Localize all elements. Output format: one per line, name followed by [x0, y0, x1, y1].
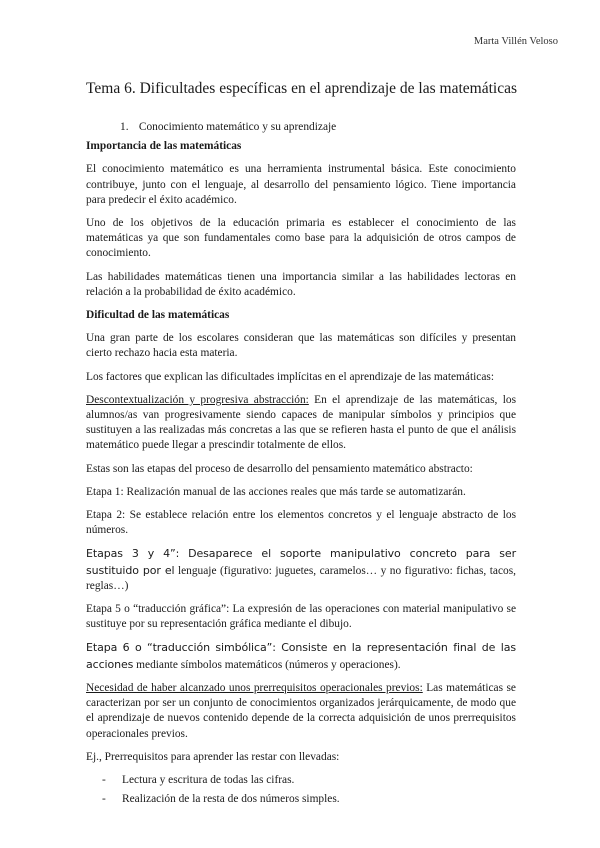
paragraph [86, 393, 516, 454]
etapa-5-lead: Etapa 5 o “traducción gráfica”: [86, 603, 230, 616]
heading-importancia: Importancia de las matemáticas [86, 140, 242, 153]
etapa-1: Etapa 1: Realización manual de las acciones reales que más tarde se automatizarán. [86, 485, 466, 498]
etapa-6 [86, 640, 516, 672]
paragraph: El conocimiento matemático es una herramienta instrumental básica. Este conocimiento contribuye, junto con el lenguaje, al desarrollo del pensamiento lógico. Tiene importancia para predecir el éxito académico. [86, 163, 516, 206]
paragraph: Las habilidades matemáticas tienen una importancia similar a las habilidades lectoras en relación a la probabilidad de éxito académico. [86, 270, 516, 298]
etapa-3-4 [86, 546, 516, 594]
list-item [102, 773, 516, 788]
bullet-dash: - [102, 793, 106, 806]
section-heading [120, 120, 516, 135]
etapa-2: Etapa 2: Se establece relación entre los elementos concretos y el lenguaje abstracto de los números. [86, 509, 516, 537]
list-item-text: Lectura y escritura de todas las cifras. [122, 773, 295, 786]
underlined-lead: Necesidad de haber alcanzado unos prerrequisitos operacionales previos: [86, 681, 423, 694]
document-body [86, 120, 516, 811]
list-item [102, 792, 516, 807]
paragraph-rest: Las matemáticas se caracterizan por ser un conjunto de conocimientos organizados jerárquicamente, de modo que el aprendizaje de nuevos contenido depende de la correcta adquisición de unos prerrequisitos operacionales previos. [86, 681, 516, 740]
section-number: 1. [120, 121, 129, 133]
paragraph-rest: En el aprendizaje de las matemáticas, los alumnos/as van progresivamente siendo capaces de manipular símbolos y principios que sustituyen a las realizadas más concretas a las que se refieren hasta el punto de que el análisis matemático puede llegar a prescindir totalmente de ellos. [86, 393, 516, 452]
etapa-6-line1: Etapa 6 o “traducción simbólica”: Consiste en la representación final de las acciones [86, 641, 516, 671]
etapa-3-4-line2: lenguaje (figurativo: juguetes, caramelos… y no figurativo: fichas, tacos, reglas…) [86, 564, 516, 592]
paragraph: Los factores que explican las dificultades implícitas en el aprendizaje de las matemáticas: [86, 370, 494, 383]
paragraph [86, 681, 516, 742]
section-label: Conocimiento matemático y su aprendizaje [138, 121, 337, 133]
etapa-5-rest: La expresión de las operaciones con material manipulativo se sustituye por su representación gráfica mediante el dibujo. [86, 603, 517, 631]
list-item-text: Realización de la resta de dos números simples. [122, 793, 340, 806]
bullet-dash: - [102, 773, 106, 786]
paragraph: Uno de los objetivos de la educación primaria es establecer el conocimiento de las matemáticas ya que son fundamentales como base para la adquisición de otros campos de conocimiento. [86, 217, 516, 260]
underlined-lead: Descontextualización y progresiva abstracción: [86, 393, 309, 406]
header-author: Marta Villén Veloso [473, 36, 558, 47]
paragraph: Estas son las etapas del proceso de desarrollo del pensamiento matemático abstracto: [86, 462, 473, 475]
etapa-3-4-line1: Etapas 3 y 4”: Desaparece el soporte manipulativo concreto para ser sustituido por el [86, 547, 516, 577]
paragraph: Una gran parte de los escolares consideran que las matemáticas son difíciles y presentan cierto rechazo hacia esta materia. [86, 332, 516, 360]
bullet-list [86, 773, 516, 807]
etapa-6-line2: mediante símbolos matemáticos (números y operaciones). [136, 658, 401, 671]
document-title: Tema 6. Dificultades específicas en el aprendizaje de las matemáticas [86, 80, 517, 97]
paragraph: Ej., Prerrequisitos para aprender las restar con llevadas: [86, 750, 340, 763]
etapa-5 [86, 602, 516, 632]
heading-dificultad: Dificultad de las matemáticas [86, 309, 230, 322]
